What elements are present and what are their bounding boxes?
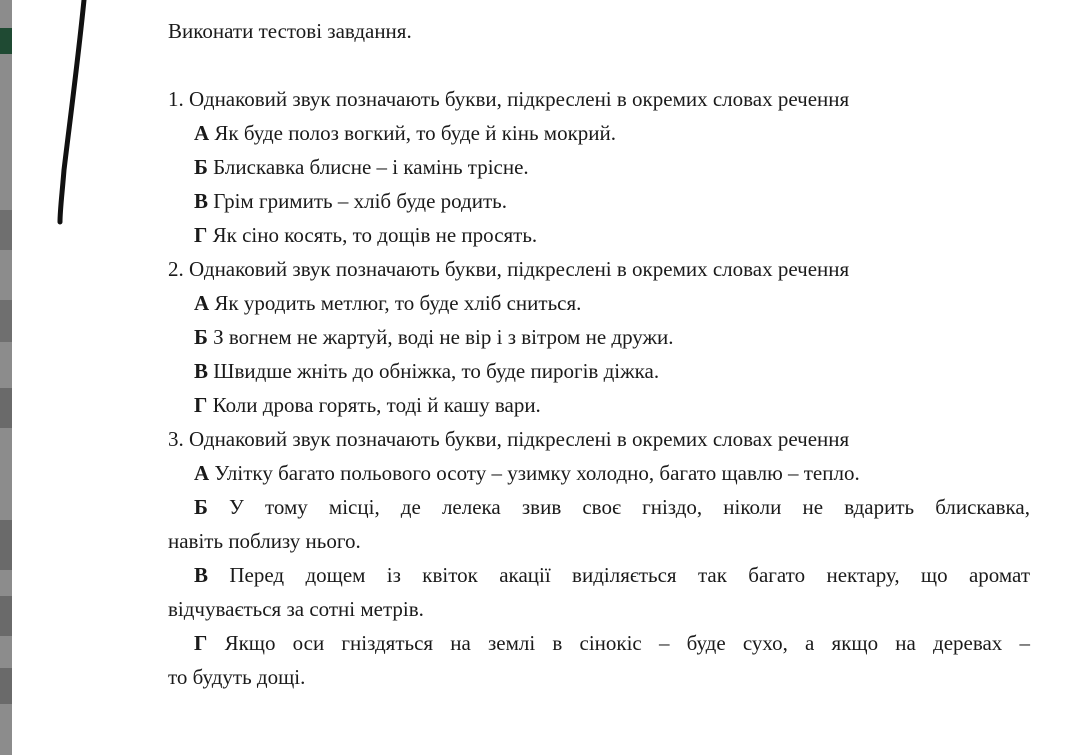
- option-text: У тому місці, де лелека звив своє гніздо, ніколи не вдарить блискавка,: [229, 495, 1030, 519]
- option-line-1: [168, 558, 1030, 592]
- option-letter: А: [194, 291, 210, 315]
- option-text: З вогнем не жартуй, воді не вір і з вітром не дружи.: [213, 325, 674, 349]
- option-text: Улітку багато польового осоту – узимку холодно, багато щавлю – тепло.: [214, 461, 860, 485]
- option-letter: Б: [194, 495, 208, 519]
- option-text: Швидше жніть до обніжка, то буде пирогів діжка.: [213, 359, 660, 383]
- option-letter: В: [194, 189, 209, 213]
- option-text: Якщо оси гніздяться на землі в сінокіс – буде сухо, а якщо на деревах –: [224, 631, 1030, 655]
- question-3-option-a: [168, 456, 1030, 490]
- pen-stroke-mark: [40, 0, 100, 230]
- option-text: Грім гримить – хліб буде родить.: [213, 189, 507, 213]
- option-letter: Б: [194, 325, 208, 349]
- option-letter: А: [194, 121, 210, 145]
- option-letter: В: [194, 359, 209, 383]
- question-1-stem: 1. Однаковий звук позначають букви, підкреслені в окремих словах речення: [168, 87, 850, 111]
- question-3-stem: 3. Однаковий звук позначають букви, підкреслені в окремих словах речення: [168, 427, 850, 451]
- option-line-1: [168, 626, 1030, 660]
- background-fragment: [0, 300, 12, 342]
- question-3-option-d: [168, 626, 1030, 694]
- background-fragment: [0, 520, 12, 570]
- option-line-2: навіть поблизу нього.: [168, 529, 361, 553]
- option-letter: В: [194, 563, 209, 587]
- question-1-option-d: [168, 218, 1030, 252]
- option-letter: Г: [194, 393, 208, 417]
- background-fragment: [0, 596, 12, 636]
- background-fragment: [0, 668, 12, 704]
- question-1-option-c: [168, 184, 1030, 218]
- question-2-option-b: [168, 320, 1030, 354]
- question-2-option-c: [168, 354, 1030, 388]
- background-fragment: [0, 28, 12, 54]
- background-fragment: [0, 210, 12, 250]
- question-2-option-d: [168, 388, 1030, 422]
- option-text: Як буде полоз вогкий, то буде й кінь мокрий.: [214, 121, 617, 145]
- question-2-stem: 2. Однаковий звук позначають букви, підкреслені в окремих словах речення: [168, 257, 850, 281]
- document-page: [168, 14, 1030, 694]
- question-1-option-b: [168, 150, 1030, 184]
- question-3-option-c: [168, 558, 1030, 626]
- option-text: Як уродить метлюг, то буде хліб сниться.: [214, 291, 582, 315]
- option-letter: А: [194, 461, 210, 485]
- option-text: Коли дрова горять, тоді й кашу вари.: [212, 393, 541, 417]
- question-1-option-a: [168, 116, 1030, 150]
- question-3-option-b: [168, 490, 1030, 558]
- page-title: Виконати тестові завдання.: [168, 19, 412, 43]
- background-fragment: [0, 388, 12, 428]
- question-2-option-a: [168, 286, 1030, 320]
- option-text: Блискавка блисне – і камінь тріснe.: [213, 155, 529, 179]
- background-window-edge: [0, 0, 12, 755]
- option-text: Як сіно косять, то дощів не просять.: [212, 223, 538, 247]
- option-letter: Г: [194, 631, 208, 655]
- option-line-2: відчувається за сотні метрів.: [168, 597, 424, 621]
- option-letter: Б: [194, 155, 208, 179]
- option-letter: Г: [194, 223, 208, 247]
- option-text: Перед дощем із квіток акації виділяється так багато нектару, що аромат: [229, 563, 1030, 587]
- option-line-2: то будуть дощі.: [168, 665, 306, 689]
- option-line-1: [168, 490, 1030, 524]
